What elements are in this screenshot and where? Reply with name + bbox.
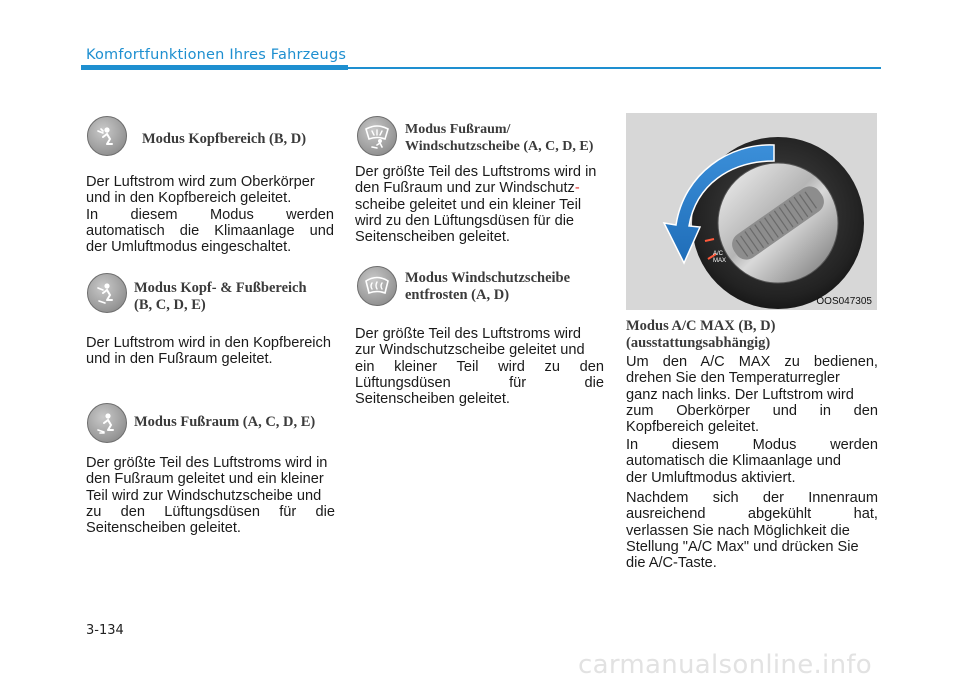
temperature-knob-figure (626, 113, 877, 310)
ac-max-paragraph-2: In diesem Modus werden automatisch die Klimaanlage und der Umluftmodus aktiviert. (626, 437, 878, 486)
temperature-knob-illustration (626, 113, 877, 310)
knob-label-max: MAX (713, 258, 727, 264)
defrost-mode-title: Modus Windschutzscheibe entfrosten (A, D) (405, 270, 571, 303)
foot-mode-icon (87, 403, 127, 443)
head-mode-icon (87, 116, 127, 156)
page-number: 3-134 (86, 623, 124, 638)
ac-max-paragraph-3: Nachdem sich der Innenraum ausreichend abgekühlt hat, verlassen Sie nach Möglichkeit die Stellung "A/C Max" und drücken Sie die A/C-Taste. (626, 490, 878, 572)
section-header-title: Komfortfunktionen Ihres Fahrzeugs (86, 47, 347, 63)
watermark: carmanualsonline.info (578, 650, 873, 680)
foot-windshield-mode-description: Der größte Teil des Luftstroms wird in den Fußraum und zur Windschutz- scheibe geleitet und ein kleiner Teil wird zu den Lüftungsdüsen für die Seitenscheiben geleitet. (355, 164, 597, 246)
foot-windshield-mode-icon (357, 116, 397, 156)
header-rule-thin (348, 67, 881, 69)
foot-mode-description: Der größte Teil des Luftstroms wird in den Fußraum geleitet und ein kleiner Teil wird zur Windschutzscheibe und zu den Lüftungsdüsen für die Seitenscheiben geleitet. (86, 455, 335, 537)
ac-max-mode-title: Modus A/C MAX (B, D) (ausstattungsabhängig) (626, 318, 776, 351)
head-foot-mode-description: Der Luftstrom wird in den Kopfbereich und in den Fußraum geleitet. (86, 335, 331, 368)
head-mode-description: Der Luftstrom wird zum Oberkörper und in den Kopfbereich geleitet. In diesem Modus werden automatisch die Klimaanlage und der Umluftmodus eingeschaltet. (86, 174, 334, 256)
knob-label-ac: A/C (713, 251, 724, 257)
head-foot-mode-icon (87, 273, 127, 313)
defrost-mode-icon (357, 266, 397, 306)
figure-code: OOS047305 (816, 296, 872, 307)
foot-windshield-mode-title: Modus Fußraum/ Windschutzscheibe (A, C, D, E) (405, 122, 594, 154)
ac-max-paragraph-1: Um den A/C MAX zu bedienen, drehen Sie den Temperaturregler ganz nach links. Der Luftstrom wird zum Oberkörper und in den Kopfbereich geleitet. (626, 354, 878, 436)
defrost-mode-description: Der größte Teil des Luftstroms wird zur Windschutzscheibe geleitet und ein kleiner Teil wird zu den Lüftungsdüsen für die Seitenscheiben geleitet. (355, 326, 604, 408)
head-foot-mode-title: Modus Kopf- & Fußbereich (B, C, D, E) (134, 280, 307, 313)
hyphenation-mark: - (574, 180, 580, 197)
header-rule (81, 65, 348, 70)
head-mode-title: Modus Kopfbereich (B, D) (142, 131, 307, 147)
foot-mode-title: Modus Fußraum (A, C, D, E) (134, 414, 316, 430)
